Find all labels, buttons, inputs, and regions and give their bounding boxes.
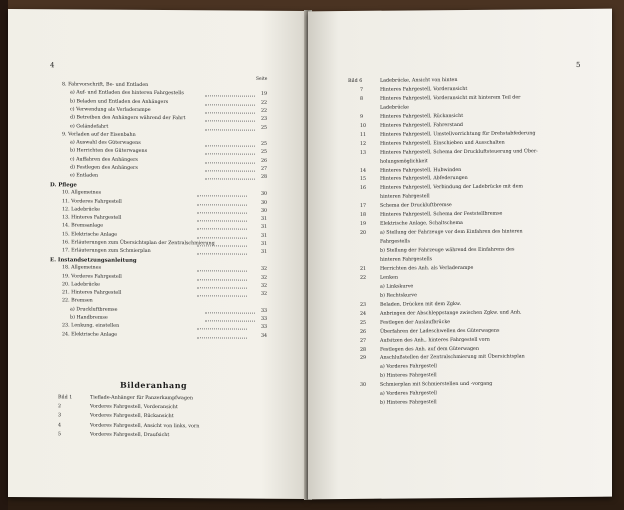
figure-number: 22 xyxy=(360,275,367,281)
figure-title: Beladen, Drücken mit dem Zgkw. xyxy=(380,301,461,308)
toc-entry: a) Druckluftbremse xyxy=(70,307,118,313)
figure-number: 13 xyxy=(360,150,367,156)
toc-leader xyxy=(197,212,247,213)
figure-title: a) Stellung der Fahrzeuge vor dem Einfahren des hinteren xyxy=(380,229,523,236)
toc-page-number: 19 xyxy=(261,92,268,98)
toc-leader xyxy=(197,229,247,230)
toc-entry: 10. Allgemeines xyxy=(62,190,101,196)
figure-title: Vorderes Fahrgestell, Rückansicht xyxy=(90,413,174,420)
figure-title: Hinteres Fahrgestell, Fahrerstand xyxy=(380,122,463,129)
toc-entry: 21. Hinteres Fahrgestell xyxy=(62,290,122,296)
figure-title: b) Hinteres Fahrgestell xyxy=(380,373,437,380)
figure-number: 16 xyxy=(360,186,367,192)
toc-entry: 19. Vorderes Fahrgestell xyxy=(62,273,122,280)
toc-entry: 20. Ladebrücke xyxy=(62,282,100,288)
figure-title: Ladebrücke, Ansicht von hinten xyxy=(380,78,458,84)
figure-title: Hinteres Fahrgestell, Umstellvorrichtung für Drehstabfederung xyxy=(380,131,536,138)
figure-title: Aufsitzen des Anh., hinteres Fahrgestell vorn xyxy=(380,337,490,344)
toc-page-number: 31 xyxy=(261,216,268,222)
toc-entry: d) Festlegen des Anhängers xyxy=(70,165,138,171)
toc-entry: 14. Bremsanlage xyxy=(62,223,104,230)
left-page xyxy=(8,9,306,499)
figure-number: 10 xyxy=(360,123,367,129)
toc-page-number: 31 xyxy=(261,225,268,231)
figure-title: Schema der Druckluftbremse xyxy=(380,203,452,209)
figure-title: b) Stellung der Fahrzeuge während des Einfahrens des xyxy=(380,247,515,254)
right-page xyxy=(308,9,612,500)
toc-entry: e) Geländefahrt xyxy=(70,123,109,130)
toc-leader xyxy=(205,104,255,105)
figure-number: 17 xyxy=(360,204,367,210)
toc-page-number: 22 xyxy=(261,100,268,106)
figure-title: Hinteres Fahrgestell, Schema der Feststellbremse xyxy=(380,211,503,218)
figure-number: 8 xyxy=(360,96,364,102)
toc-page-number: 23 xyxy=(261,116,268,122)
figure-number: 11 xyxy=(360,132,367,138)
figure-title: Tieflade-Anhänger für Panzerkampfwagen xyxy=(90,395,193,402)
page-number-left: 4 xyxy=(50,61,55,70)
toc-leader xyxy=(197,270,247,271)
figure-title: Hinteres Fahrgestell, Verbindung der Ladebrücke mit dem xyxy=(380,184,523,192)
toc-leader xyxy=(205,121,255,122)
figure-number: 5 xyxy=(58,432,62,438)
toc-leader xyxy=(205,112,255,113)
toc-leader xyxy=(197,254,247,255)
toc-page-number: 31 xyxy=(261,233,268,239)
toc-leader xyxy=(205,154,255,155)
figure-title: Hinteres Fahrgestell, Hubwinden xyxy=(380,167,462,174)
figure-number: Bild 6 xyxy=(348,78,363,84)
toc-entry: b) Herrichten des Güterwagens xyxy=(70,148,148,155)
toc-leader xyxy=(197,295,247,296)
toc-page-number: 33 xyxy=(261,316,268,322)
toc-entry: a) Auswahl des Güterwagens xyxy=(70,140,141,146)
figure-number: 14 xyxy=(360,168,367,174)
toc-entry: 12. Ladebrücke xyxy=(62,207,100,213)
figure-title: a) Vorderes Fahrgestell xyxy=(380,391,437,397)
toc-leader xyxy=(197,204,247,205)
toc-entry: 24. Elektrische Anlage xyxy=(62,331,118,338)
toc-leader xyxy=(197,245,247,246)
figure-title: a) Vorderes Fahrgestell xyxy=(380,364,437,371)
figure-number: 19 xyxy=(360,222,367,228)
toc-entry: 11. Vorderes Fahrgestell xyxy=(62,198,122,205)
figure-title: Vorderes Fahrgestell, Ansicht von links, vorn xyxy=(90,423,200,429)
figure-title: Hinteres Fahrgestell, Abfederungen xyxy=(380,176,468,183)
figure-number: 21 xyxy=(360,266,367,272)
toc-leader xyxy=(205,320,255,321)
toc-page-number: 33 xyxy=(261,308,268,314)
figure-title: Hinteres Fahrgestell, Vorderansicht mit hinterem Teil der xyxy=(380,95,521,102)
toc-entry: e) Entladen xyxy=(70,173,99,179)
figure-number: 3 xyxy=(58,413,62,419)
toc-leader xyxy=(205,162,255,163)
toc-page-number: 32 xyxy=(261,291,268,297)
toc-entry: 23. Lenkung, einstellen xyxy=(62,323,120,330)
figure-number: 9 xyxy=(360,114,364,120)
toc-entry: 22. Bremsen xyxy=(62,298,93,304)
toc-entry: 15. Elektrische Anlage xyxy=(62,232,118,238)
toc-entry: 18. Allgemeines xyxy=(62,265,101,271)
toc-page-number: 22 xyxy=(261,108,268,114)
figure-title: Herrichten des Anh. als Verladerampe xyxy=(380,265,474,272)
figure-title: Festlegen des Anh. auf dem Güterwagen xyxy=(380,346,479,353)
figure-number: 7 xyxy=(360,87,364,93)
toc-leader xyxy=(197,329,247,330)
toc-entry: c) Verwendung als Verladerampe xyxy=(70,107,151,113)
toc-leader xyxy=(205,145,255,146)
figure-title: holungsmöglichkeit xyxy=(380,158,428,165)
toc-page-number: 30 xyxy=(261,200,268,206)
toc-entry: D. Pflege xyxy=(50,181,77,189)
figure-number: 26 xyxy=(360,329,367,335)
toc-entry: d) Betreiben des Anhängers während der Fahrt xyxy=(70,115,186,122)
figure-number: 2 xyxy=(58,404,62,410)
toc-entry: b) Handbremse xyxy=(70,315,108,321)
figure-number: 25 xyxy=(360,320,367,326)
page-number-right: 5 xyxy=(576,60,581,69)
figure-number: 15 xyxy=(360,177,367,183)
figure-number: 24 xyxy=(360,311,367,317)
figure-title: hinteren Fahrgestell xyxy=(380,194,430,201)
toc-leader xyxy=(197,220,247,221)
figure-number: 4 xyxy=(58,422,62,428)
toc-page-number: 31 xyxy=(261,241,268,247)
toc-page-number: 32 xyxy=(261,266,268,272)
figure-title: Hinteres Fahrgestell, Einschieben und Ausschalten xyxy=(380,140,505,147)
figure-title: Ladebrücke xyxy=(380,105,409,111)
figure-number: Bild 1 xyxy=(58,395,73,401)
toc-page-number: 27 xyxy=(261,166,268,172)
toc-leader xyxy=(205,179,255,180)
figure-title: Fahrgestells xyxy=(380,239,410,245)
toc-entry: 8. Fahrvorschrift, Be- und Entladen xyxy=(62,82,149,88)
toc-leader xyxy=(197,337,247,338)
toc-page-number: 25 xyxy=(261,150,268,156)
toc-entry: 16. Erläuterungen zum Übersichtsplan der Zentralschmierung xyxy=(62,240,215,247)
toc-page-number: 34 xyxy=(261,333,268,339)
figure-title: Festlegen der Auslaufbrücke xyxy=(380,319,451,326)
figure-title: Schmierplan mit Schmierstellen und -vorgang xyxy=(380,382,493,388)
figure-title: b) Rechtskurve xyxy=(380,293,417,299)
toc-leader xyxy=(205,96,255,97)
open-book xyxy=(8,10,614,500)
figure-title: Überfahren der Ladeschwellen des Güterwagens xyxy=(380,328,500,335)
appendix-title: Bilderanhang xyxy=(120,379,188,391)
toc-leader xyxy=(205,129,255,130)
figure-number: 23 xyxy=(360,302,367,308)
figure-title: Anschlußstellen der Zentralschmierung mit Übersichtsplan xyxy=(380,354,525,362)
toc-page-number: 32 xyxy=(261,283,268,289)
figure-number: 28 xyxy=(360,347,367,353)
toc-page-number: 25 xyxy=(261,141,268,147)
toc-entry: c) Auffahren des Anhängers xyxy=(70,157,138,163)
toc-page-number: 33 xyxy=(261,325,268,331)
page-column-heading: Seite xyxy=(256,76,268,82)
figure-title: Anbringen der Abschleppstange zwischen Zgkw. und Anh. xyxy=(380,310,522,317)
figure-number: 27 xyxy=(360,338,367,344)
toc-entry: 9. Verladen auf der Eisenbahn xyxy=(62,132,136,138)
figure-title: Elektrische Anlage, Schaltschema xyxy=(380,221,463,227)
toc-page-number: 30 xyxy=(261,191,268,197)
toc-page-number: 26 xyxy=(261,158,268,164)
toc-leader xyxy=(197,237,247,238)
figure-title: Hinteres Fahrgestell, Schema der Druckluftsteuerung und Über- xyxy=(380,148,538,156)
figure-title: a) Linkskurve xyxy=(380,284,414,290)
toc-entry: 13. Hinteres Fahrgestell xyxy=(62,215,122,221)
toc-entry: b) Beladen und Entladen des Anhängers xyxy=(70,98,169,105)
toc-page-number: 31 xyxy=(261,250,268,256)
toc-entry: E. Instandsetzungsanleitung xyxy=(50,256,137,264)
toc-page-number: 30 xyxy=(261,208,268,214)
figure-number: 29 xyxy=(360,356,367,362)
figure-title: Lenken xyxy=(380,275,398,281)
figure-number: 18 xyxy=(360,213,367,219)
figure-title: b) Hinteres Fahrgestell xyxy=(380,400,437,406)
figure-number: 12 xyxy=(360,141,367,147)
toc-leader xyxy=(197,195,247,196)
toc-leader xyxy=(197,287,247,288)
figure-number: 30 xyxy=(360,383,367,389)
toc-page-number: 28 xyxy=(261,175,268,181)
toc-page-number: 25 xyxy=(261,125,268,131)
figure-title: Hinteres Fahrgestell, Vorderansicht xyxy=(380,86,468,93)
toc-entry: a) Auf- und Entladen des hinteren Fahrgestells xyxy=(70,90,184,97)
toc-leader xyxy=(205,170,255,171)
figure-title: Vorderes Fahrgestell, Draufsicht xyxy=(90,432,170,438)
figure-title: hinteren Fahrgestells xyxy=(380,257,433,263)
figure-number: 20 xyxy=(360,230,367,237)
figure-title: Vorderes Fahrgestell, Vorderansicht xyxy=(90,404,178,411)
toc-leader xyxy=(205,312,255,313)
toc-page-number: 32 xyxy=(261,275,268,281)
toc-leader xyxy=(197,279,247,280)
left-dark-edge xyxy=(0,0,8,510)
figure-title: Hinteres Fahrgestell, Rückansicht xyxy=(380,113,464,120)
toc-entry: 17. Erläuterungen zum Schmierplan xyxy=(62,248,151,255)
